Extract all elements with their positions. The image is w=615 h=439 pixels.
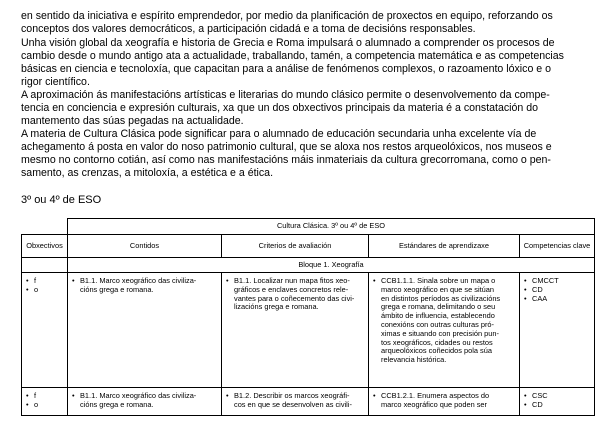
text-line: samento, as crenzas, a mitoloxía, a estética e a ética.	[21, 167, 274, 179]
bullet-icon: •	[524, 284, 527, 294]
content-text: Marco xeográfico das civiliza-	[99, 391, 197, 400]
competence-code: CD	[532, 284, 543, 294]
text-line: rigor científico.	[21, 76, 90, 88]
intro-paragraph-4	[21, 128, 596, 180]
header-competences: Competencias clave	[520, 235, 595, 258]
standard-text: Enumera aspectos do	[417, 391, 490, 400]
intro-paragraph-3	[21, 89, 596, 128]
bullet-icon: •	[26, 284, 29, 294]
text-line: Unha visión global da xeografía e historia de Grecia e Roma impulsará o alumnado a comprender os procesos de	[21, 37, 555, 49]
bullet-icon: •	[226, 276, 229, 285]
text-line: conceptos dos valores democráticos, a participación cidadá e a toma de decisións responsables.	[21, 23, 476, 35]
standard-text: arqueolóxicos coñecidos pola súa	[381, 346, 492, 356]
text-line: achegamento á posta en valor do noso patrimonio cultural, que se aloxa nos restos arqueolóxicos, nos museos e	[21, 141, 552, 153]
criterion-text: vantes para o coñecemento das civi-	[234, 293, 355, 303]
header-standards: Estándares de aprendizaxe	[369, 235, 520, 258]
objective-code: o	[34, 399, 39, 409]
bullet-icon: •	[524, 293, 527, 303]
block-title: Bloque 1. Xeografía	[68, 258, 595, 273]
criterion-text: lizacións grega e romana.	[234, 302, 319, 312]
objective-code: f	[34, 391, 37, 400]
curriculum-table	[21, 218, 595, 416]
criterion-text: cos en que se desenvolven as civili-	[234, 399, 352, 409]
block-spacer	[22, 258, 68, 273]
text-line: A aproximación ás manifestacións artísticas e literarias do mundo clásico permite o desenvolvemento da compe-	[21, 89, 550, 101]
standard-text: relevancia histórica.	[381, 355, 447, 365]
standard-text: marco xeográfico que poden ser	[381, 399, 487, 409]
intro-paragraph-1	[21, 10, 596, 36]
standard-text: ámbito de influencia, establecendo	[381, 311, 495, 321]
standard-text: marco xeográfico en que se sitúan	[381, 284, 494, 294]
text-line: en sentido da iniciativa e espírito emprendedor, por medio da planificación de proxectos en equipo, reforzando os	[21, 10, 553, 22]
header-criteria: Criterios de avaliación	[222, 235, 369, 258]
standard-text: Sinala sobre un mapa o	[417, 276, 496, 285]
intro-paragraph-2	[21, 37, 596, 89]
bullet-icon: •	[72, 391, 75, 400]
bullet-icon: •	[373, 276, 376, 285]
criterion-text: Localizar nun mapa fitos xeo-	[253, 276, 350, 285]
standard-text: tos xeográficos, cidades ou restos	[381, 337, 493, 347]
header-objectives: Obxectivos	[22, 235, 68, 258]
criterion-code: B1.1.	[234, 276, 252, 285]
standard-text: conexións con outras culturas pró-	[381, 319, 494, 329]
text-line: básicas en ciencia e tecnoloxía, que capacitan para a análise de fenómenos complexos, o razoamento lóxico e o	[21, 63, 552, 75]
bullet-icon: •	[72, 276, 75, 285]
content-text: cións grega e romana.	[80, 399, 154, 409]
standard-code: CCB1.2.1.	[381, 391, 416, 400]
bullet-icon: •	[26, 391, 29, 400]
criterion-text: Describir os marcos xeográfi-	[253, 391, 350, 400]
text-line: mantemento das súas pegadas na actualidade.	[21, 115, 244, 127]
table-corner	[22, 219, 68, 235]
bullet-icon: •	[524, 276, 527, 285]
content-code: B1.1.	[80, 276, 98, 285]
bullet-icon: •	[26, 399, 29, 409]
competence-code: CMCCT	[532, 276, 559, 285]
section-heading: 3º ou 4º de ESO	[21, 194, 102, 206]
standard-code: CCB1.1.1.	[381, 276, 416, 285]
table-row	[22, 388, 595, 416]
standard-text: grega e romana, delimitando o seu	[381, 302, 496, 312]
text-line: cambio desde o mundo antigo ata a actualidade, traballando, tamén, a competencia matemática e as competencias	[21, 50, 564, 62]
standard-text: en distintos períodos as civilizacións	[381, 293, 501, 303]
standard-text: ximas e situando con precisión pun-	[381, 328, 499, 338]
content-text: Marco xeográfico das civiliza-	[99, 276, 197, 285]
content-code: B1.1.	[80, 391, 98, 400]
table-caption: Cultura Clásica. 3º ou 4º de ESO	[68, 219, 595, 235]
bullet-icon: •	[524, 399, 527, 409]
text-line: A materia de Cultura Clásica pode significar para o alumnado de educación secundaria unha excelente vía de	[21, 128, 537, 140]
content-text: cións grega e romana.	[80, 284, 154, 294]
criterion-text: gráficos e enclaves concretos rele-	[234, 284, 349, 294]
bullet-icon: •	[524, 391, 527, 400]
bullet-icon: •	[226, 391, 229, 400]
bullet-icon: •	[373, 391, 376, 400]
text-line: tencia en conciencia e expresión culturais, xa que un dos obxectivos principais da materia é a constatación do	[21, 102, 539, 114]
criterion-code: B1.2.	[234, 391, 252, 400]
text-line: mesmo no contorno cotián, así como nas manifestacións máis inmateriais da cultura grecorromana, como o pen-	[21, 154, 551, 166]
competence-code: CD	[532, 399, 543, 409]
competence-code: CAA	[532, 293, 548, 303]
table-row	[22, 273, 595, 388]
header-contents: Contidos	[68, 235, 222, 258]
objective-code: o	[34, 284, 39, 294]
bullet-icon: •	[26, 276, 29, 285]
competence-code: CSC	[532, 391, 548, 400]
objective-code: f	[34, 276, 37, 285]
